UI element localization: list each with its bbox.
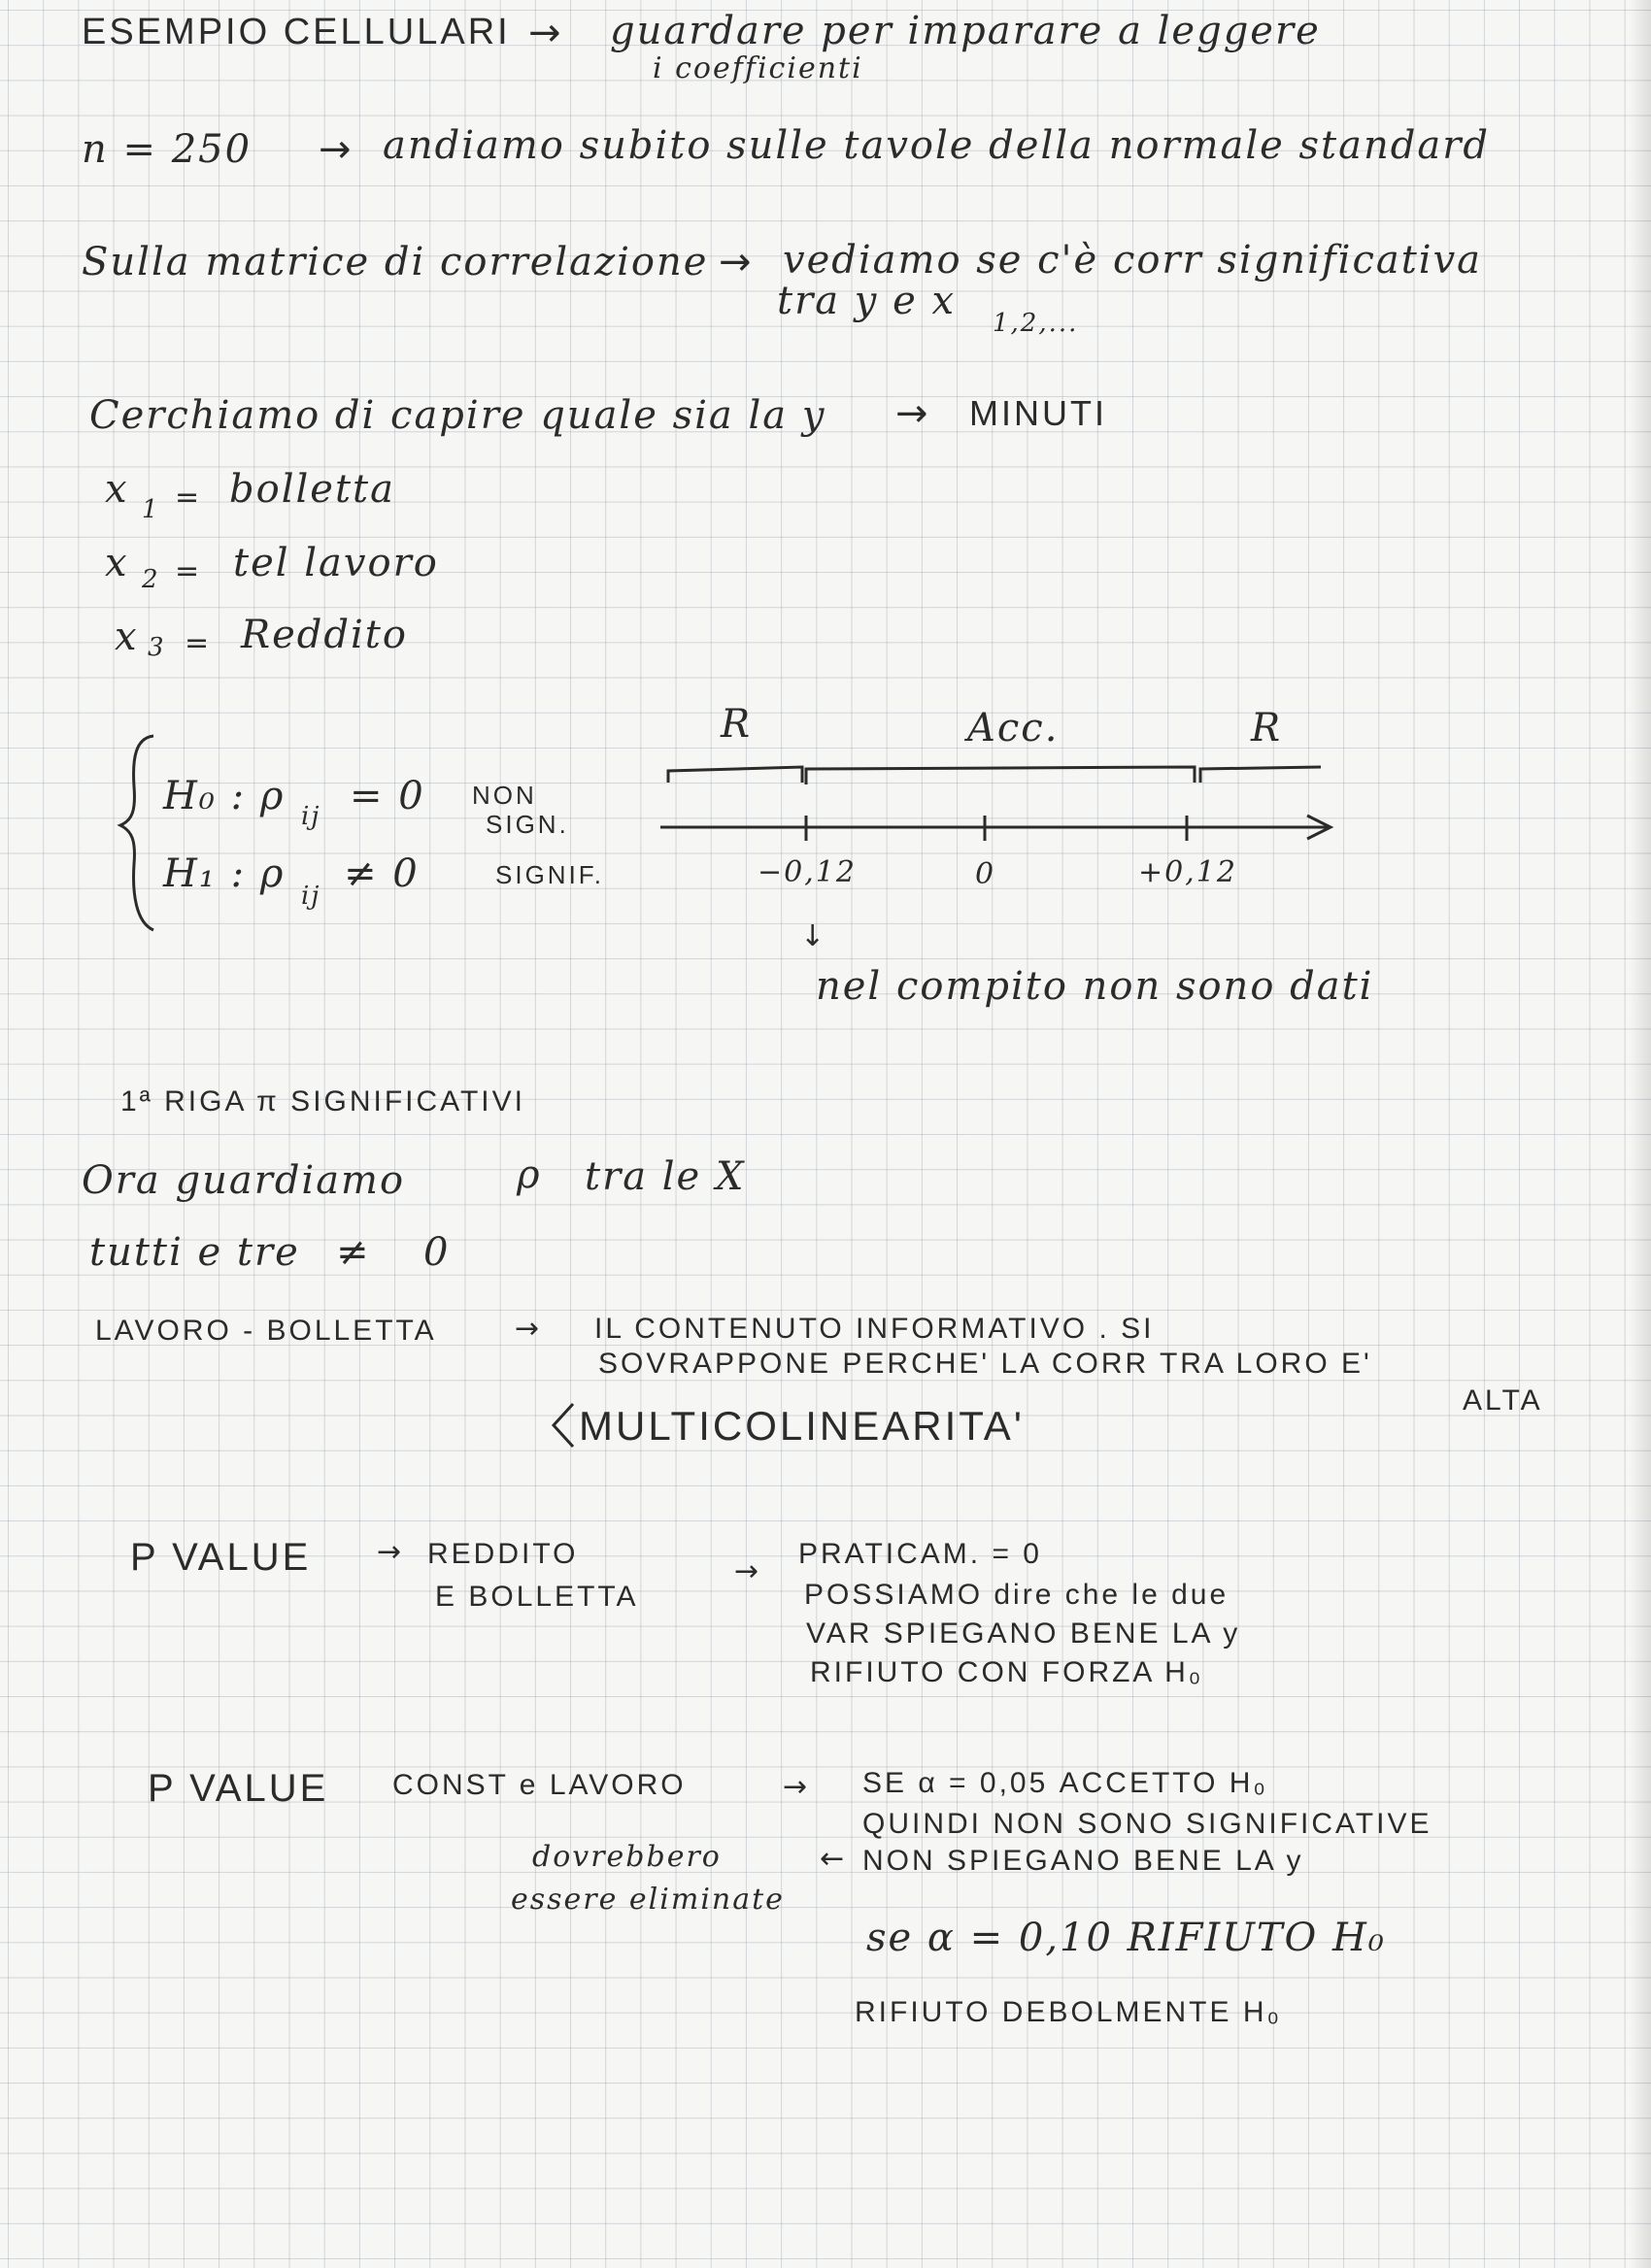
matrix-text-2: tra y e x <box>777 279 957 323</box>
pvalue1-arrow: → <box>377 1535 403 1569</box>
pvalue2-lead: P VALUE <box>148 1767 329 1810</box>
region-reject-left: R <box>721 702 753 747</box>
region-reject-right: R <box>1251 706 1283 750</box>
pvalue1-result-1: PRATICAM. = 0 <box>798 1538 1042 1570</box>
pvalue1-mid-1: REDDITO <box>427 1538 579 1570</box>
h0-sub: ij <box>301 802 321 831</box>
sample-arrow: → <box>319 127 353 172</box>
row2-rho: ρ <box>517 1152 542 1197</box>
bracket-right <box>1200 767 1321 783</box>
var-x2-sym: x <box>105 541 129 585</box>
h0-rel: = 0 <box>350 774 425 818</box>
pvalue1-result-4: RIFIUTO CON FORZA H₀ <box>810 1656 1204 1688</box>
var-x2-eq: = <box>175 554 201 588</box>
number-line-note: nel compito non sono dati <box>816 964 1374 1009</box>
tick-label-left: −0,12 <box>758 855 857 889</box>
h1-note: SIGNIF. <box>495 860 605 889</box>
matrix-lead: Sulla matrice di correlazione <box>82 240 709 284</box>
row3-neq: ≠ <box>336 1230 370 1275</box>
var-x3-sym: x <box>115 615 139 659</box>
row1-text: 1ª RIGA π SIGNIFICATIVI <box>120 1085 525 1117</box>
h0-lead: H₀ : ρ <box>163 774 286 818</box>
pvalue1-arrow-2: → <box>734 1554 760 1588</box>
var-x2-sub: 2 <box>142 565 160 594</box>
var-x1-eq: = <box>175 481 201 515</box>
pvalue2-left-2: essere eliminate <box>511 1883 785 1917</box>
pvalue2-mid: CONST e LAVORO <box>392 1769 687 1801</box>
y-lead: Cerchiamo di capire quale sia la y <box>89 393 826 438</box>
pvalue1-result-3: VAR SPIEGANO BENE LA y <box>806 1618 1241 1650</box>
bracket-mid <box>806 767 1195 784</box>
var-x1-label: bolletta <box>229 467 395 512</box>
region-accept: Acc. <box>967 706 1060 750</box>
pvalue2-result-5: RIFIUTO DEBOLMENTE H₀ <box>855 1996 1282 2028</box>
title-left: ESEMPIO CELLULARI <box>82 12 511 52</box>
pvalue2-result-1: SE α = 0,05 ACCETTO H₀ <box>862 1767 1268 1799</box>
pvalue2-arrow: → <box>783 1770 809 1804</box>
lavoro-line-1: IL CONTENUTO INFORMATIVO . SI <box>594 1313 1155 1345</box>
h1-rel: ≠ 0 <box>344 851 420 896</box>
lavoro-arrow: → <box>515 1312 541 1346</box>
pvalue1-mid-2: E BOLLETTA <box>435 1581 639 1613</box>
multicollinearity: MULTICOLINEARITA' <box>579 1403 1025 1449</box>
down-arrow: ↓ <box>800 919 826 953</box>
row2-lead: Ora guardiamo <box>82 1158 406 1203</box>
bracket-left <box>668 767 802 783</box>
row3-zero: 0 <box>423 1230 451 1275</box>
tick-label-mid: 0 <box>975 857 996 891</box>
title-right: guardare per imparare a leggere <box>610 9 1321 53</box>
title-arrow: → <box>528 11 562 55</box>
var-x3-eq: = <box>185 626 211 660</box>
pvalue1-lead: P VALUE <box>130 1536 312 1579</box>
var-x1-sym: x <box>105 467 129 512</box>
y-value: MINUTI <box>969 393 1107 433</box>
row2-text: tra le X <box>585 1154 746 1199</box>
pvalue2-result-3: NON SPIEGANO BENE LA y <box>862 1845 1304 1877</box>
h0-note-2: SIGN. <box>486 810 569 839</box>
var-x2-label: tel lavoro <box>233 541 439 585</box>
y-arrow: → <box>895 391 929 436</box>
matrix-arrow: → <box>719 240 753 284</box>
lavoro-line-2: SOVRAPPONE PERCHE' LA CORR TRA LORO E' <box>598 1348 1372 1380</box>
var-x1-sub: 1 <box>142 495 160 524</box>
h0-note-1: NON <box>472 781 537 810</box>
h1-sub: ij <box>301 882 321 911</box>
var-x3-sub: 3 <box>148 633 166 662</box>
hypothesis-brace <box>120 736 153 930</box>
pvalue1-result-2: POSSIAMO dire che le due <box>804 1579 1230 1611</box>
multicol-left-mark <box>554 1404 573 1447</box>
pvalue2-left-1: dovrebbero <box>532 1840 722 1874</box>
lavoro-line-3: ALTA <box>1463 1384 1543 1417</box>
tick-label-right: +0,12 <box>1138 855 1237 889</box>
pvalue2-arrow-2: ← <box>820 1842 846 1876</box>
h1-lead: H₁ : ρ <box>163 851 286 896</box>
matrix-sub: 1,2,... <box>993 309 1079 338</box>
sample-size: n = 250 <box>82 127 253 172</box>
row3-text: tutti e tre <box>89 1230 300 1275</box>
pvalue2-result-2: QUINDI NON SONO SIGNIFICATIVE <box>862 1808 1432 1840</box>
pvalue2-result-4: se α = 0,10 RIFIUTO H₀ <box>866 1916 1386 1960</box>
matrix-text: vediamo se c'è corr significativa <box>783 238 1483 283</box>
title-right-2: i coefficienti <box>653 51 863 85</box>
sample-text: andiamo subito sulle tavole della normale standard <box>383 123 1490 168</box>
lavoro-lead: LAVORO - BOLLETTA <box>95 1315 437 1347</box>
var-x3-label: Reddito <box>241 613 408 657</box>
